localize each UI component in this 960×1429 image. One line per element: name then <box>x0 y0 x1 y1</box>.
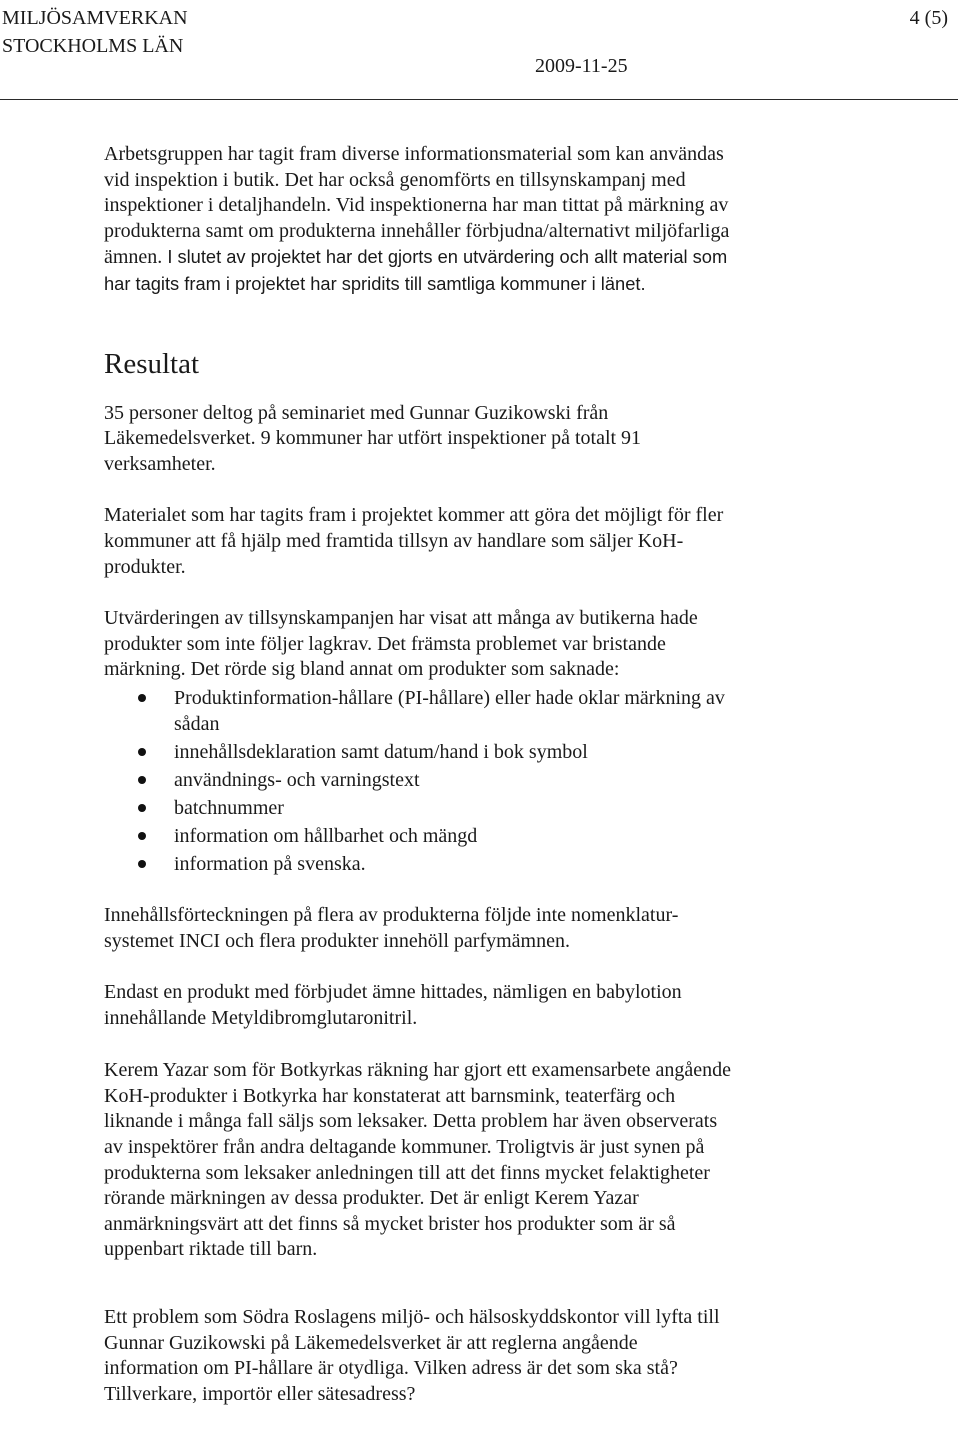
list-item <box>104 685 884 737</box>
list-item <box>104 851 884 877</box>
paragraph-line: märkning. Det rörde sig bland annat om produkter som saknade: <box>104 658 620 681</box>
paragraph-line: Endast en produkt med förbjudet ämne hittades, nämligen en babylotion <box>104 981 682 1004</box>
paragraph-line: Innehållsförteckningen på flera av produkterna följde inte nomenklatur- <box>104 903 679 926</box>
list-item <box>104 739 884 765</box>
paragraph-line: uppenbart riktade till barn. <box>104 1238 318 1261</box>
result-paragraph-4 <box>104 903 884 954</box>
organization-name <box>2 4 188 60</box>
result-paragraph-2 <box>104 503 884 580</box>
page-number: 4 (5) <box>909 7 948 29</box>
paragraph-line: Gunnar Guzikowski på Läkemedelsverket är att reglerna angående <box>104 1331 638 1354</box>
missing-items-list <box>104 685 884 877</box>
list-item-text: Produktinformation-hållare (PI-hållare) eller hade oklar märkning av <box>174 686 725 709</box>
bullet-icon <box>138 694 146 702</box>
intro-line-sans: har tagits fram i projektet har spridits till samtliga kommuner i länet. <box>104 272 646 294</box>
bullet-icon <box>138 748 146 756</box>
intro-line <box>104 244 884 271</box>
header-divider <box>0 99 958 100</box>
paragraph-line: produkter som inte följer lagkrav. Det främsta problemet var bristande <box>104 632 666 655</box>
organization-line-1: MILJÖSAMVERKAN <box>2 7 188 29</box>
paragraph-line: KoH-produkter i Botkyrka har konstaterat att barnsmink, teaterfärg och <box>104 1084 676 1107</box>
paragraph-line: liknande i många fall säljs som leksaker. Detta problem har även observerats <box>104 1110 718 1133</box>
result-paragraph-3 <box>104 606 884 683</box>
intro-line-start: ämnen. <box>104 246 163 269</box>
list-item-text: batchnummer <box>174 796 284 819</box>
result-paragraph-6 <box>104 1058 884 1263</box>
intro-paragraph <box>104 142 884 297</box>
intro-line: Arbetsgruppen har tagit fram diverse informationsmaterial som kan användas <box>104 143 724 165</box>
paragraph-line: Utvärderingen av tillsynskampanjen har visat att många av butikerna hade <box>104 607 698 630</box>
paragraph-line: information om PI-hållare är otydliga. Vilken adress är det som ska stå? <box>104 1357 678 1380</box>
paragraph-line: Tillverkare, importör eller sätesadress? <box>104 1382 416 1405</box>
paragraph-line: produkter. <box>104 555 186 578</box>
paragraph-line: anmärkningsvärt att det finns så mycket brister hos produkter som är så <box>104 1212 676 1235</box>
paragraph-line: rörande märkningen av dessa produkter. Det är enligt Kerem Yazar <box>104 1187 639 1210</box>
paragraph-line: produkterna som leksaker anledningen till att det finns mycket felaktigheter <box>104 1161 710 1184</box>
organization-line-2: STOCKHOLMS LÄN <box>2 35 184 57</box>
document-date: 2009-11-25 <box>535 55 628 77</box>
paragraph-line: Läkemedelsverket. 9 kommuner har utfört inspektioner på totalt 91 <box>104 427 642 450</box>
document-body <box>104 142 884 1407</box>
intro-line: vid inspektion i butik. Det har också genomförts en tillsynskampanj med <box>104 168 686 191</box>
bullet-icon <box>138 832 146 840</box>
paragraph-line: av inspektörer från andra deltagande kommuner. Troligtvis är just synen på <box>104 1136 705 1159</box>
list-item <box>104 823 884 849</box>
list-item-text: sådan <box>174 712 220 735</box>
list-item <box>104 795 884 821</box>
paragraph-line: 35 personer deltog på seminariet med Gunnar Guzikowski från <box>104 401 609 424</box>
paragraph-line: Materialet som har tagits fram i projektet kommer att göra det möjligt för fler <box>104 504 724 527</box>
bullet-icon <box>138 804 146 812</box>
result-paragraph-1 <box>104 401 884 478</box>
section-heading-resultat: Resultat <box>104 347 200 380</box>
paragraph-line: innehållande Metyldibromglutaronitril. <box>104 1006 418 1029</box>
paragraph-line: systemet INCI och flera produkter innehöll parfymämnen. <box>104 929 570 952</box>
paragraph-line: Kerem Yazar som för Botkyrkas räkning har gjort ett examensarbete angående <box>104 1059 732 1082</box>
result-paragraph-7 <box>104 1305 884 1407</box>
list-item <box>104 767 884 793</box>
paragraph-line: verksamheter. <box>104 452 216 475</box>
paragraph-line: Ett problem som Södra Roslagens miljö- och hälsoskyddskontor vill lyfta till <box>104 1306 720 1329</box>
result-paragraph-5 <box>104 980 884 1031</box>
list-item-text: innehållsdeklaration samt datum/hand i bok symbol <box>174 740 588 763</box>
list-item-text: information om hållbarhet och mängd <box>174 824 478 847</box>
intro-line: inspektioner i detaljhandeln. Vid inspektionerna har man tittat på märkning av <box>104 194 729 217</box>
paragraph-line: kommuner att få hjälp med framtida tillsyn av handlare som säljer KoH- <box>104 529 684 552</box>
list-item-text: användnings- och varningstext <box>174 768 420 791</box>
intro-line: produkterna samt om produkterna innehåller förbjudna/alternativt miljöfarliga <box>104 219 730 242</box>
bullet-icon <box>138 776 146 784</box>
bullet-icon <box>138 860 146 868</box>
intro-line-sans: I slutet av projektet har det gjorts en utvärdering och allt material som <box>167 246 728 268</box>
list-item-text: information på svenska. <box>174 852 366 875</box>
